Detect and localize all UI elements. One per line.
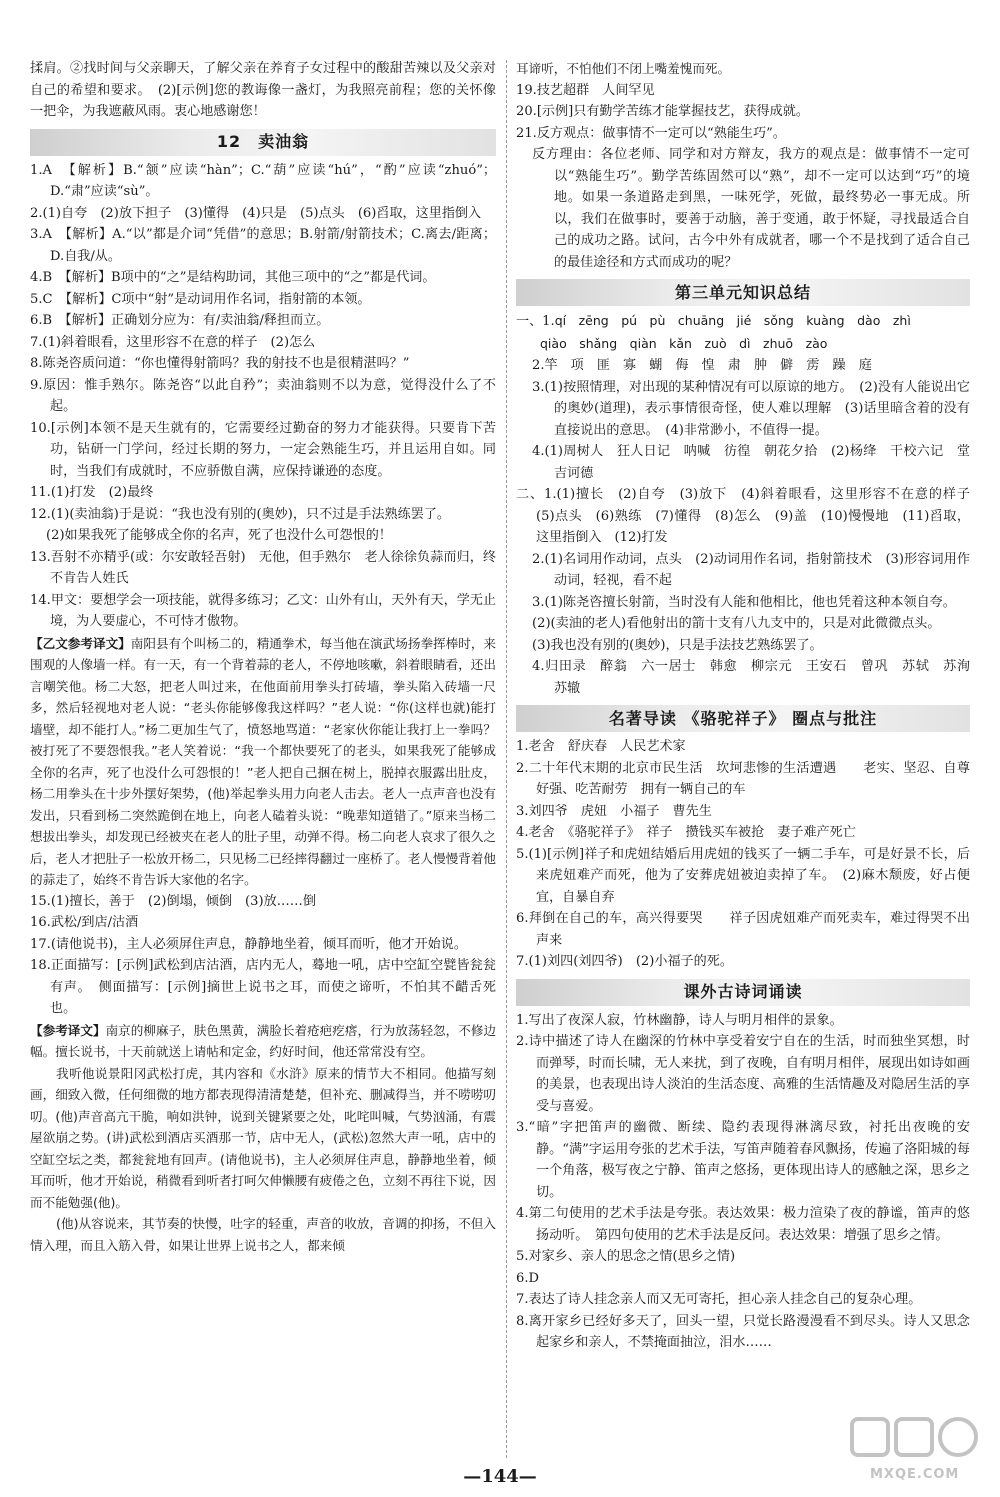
answer-item: 3.(1)按照情理，对出现的某种情况有可以原谅的地方。 (2)没有人能说出它的奥妙(道理)，表示事情很奇怪，使人难以理解 (3)话里暗含着的没有直接说出的意思。 (4)非常渺小，不值得一提。 xyxy=(532,379,970,438)
right-column xyxy=(516,58,984,1354)
section-header-poetry xyxy=(516,979,970,1006)
answer-item: 4.(1)周树人 狂人日记 呐喊 彷徨 朝花夕拾 (2)杨绛 干校六记 堂吉诃德 xyxy=(532,444,970,481)
answer-item: 2.二十年代末期的北京市民生活 坎坷悲惨的生活遭遇 老实、坚忍、自尊好强、吃苦耐劳 拥有一辆自己的车 xyxy=(516,760,970,797)
translation-text: 南阳县有个叫杨二的，精通拳术，每当他在演武场扬拳挥棒时，来围观的人像墙一样。有一天，有一个背着蒜的老人，不停地咳嗽，斜着眼睛看，还出言嘲笑他。杨二大怒，把老人叫过来，在他面前用拳头打砖墙，拳头陷入砖墙一尺多，然后轻视地对老人说：“老头你能够像我这样吗？”老人说：“你(这样也就)能打墙壁，却不能打人。”杨二更加生气了，愤怒地骂道：“老家伙你能让我打上一拳吗？被打死了不要怨恨我。”老人笑着说：“我一个都快要死了的老头，如果我死了能够成全你的名声，死了也没什么可怨恨的！”老人把自己捆在树上，脱掉衣服露出肚皮，杨二用拳头在十步外摆好架势，(他)举起拳头用力向老人击去。老人一点声音也没有发出，只看到杨二突然跪倒在地上，向老人磕着头说：“晚辈知道错了。”原来当杨二想拔出拳头，却发现已经被夹在老人的肚子里，动弹不得。杨二向老人哀求了很久之后，老人才把肚子一松放开杨二，只见杨二已经摔得翻过一座桥了。老人慢慢背着他的蒜走了，始终不肯告诉大家他的名字。 xyxy=(30,635,497,887)
answer-item: 4.归田录 醉翁 六一居士 韩愈 柳宗元 王安石 曾巩 苏轼 苏洵 苏辙 xyxy=(532,659,984,696)
answer-item: 4.B 【解析】B项中的“之”是结构助词，其他三项中的“之”都是代词。 xyxy=(30,270,436,285)
answer-item: 5.C 【解析】C项中“射”是动词用作名词，指射箭的本领。 xyxy=(30,291,371,307)
answer-item: 10.[示例]本领不是天生就有的，它需要经过勤奋的努力才能获得。只要肯下苦功，钻研一门学问，经过长期的努力，一定会熟能生巧，并且运用自如。同时，当我们有成就时，不应骄傲自满，应保持谦逊的态度。 xyxy=(30,420,496,479)
column-divider xyxy=(506,60,507,1458)
answer-item: 13.吾射不亦精乎(或：尔安敢轻吾射) 无他，但手熟尔 老人徐徐负蒜而归，终不肯告人姓氏 xyxy=(30,549,496,586)
pinyin-line xyxy=(516,333,970,356)
answer-item: 4.第二句使用的艺术手法是夸张。表达效果：极力渲染了夜的静谧，笛声的悠扬动听。 第四句使用的艺术手法是反问。表达效果：增强了思乡之情。 xyxy=(516,1206,970,1243)
answer-item: 19.技艺超群 人间罕见 xyxy=(516,82,655,98)
pinyin-line xyxy=(516,310,970,333)
answer-item: 4.老舍 《骆驼祥子》 祥子 攒钱买车被抢 妻子难产死亡 xyxy=(516,825,856,840)
answer-item: 1.A 【解析】B.“颔”应读“hàn”；C.“葫”应读“hú”，“酌”应读“zhuó”；D.“肃”应读“sù”。 xyxy=(30,162,496,199)
section-title: 第三单元知识总结 xyxy=(674,282,811,302)
answer-item: 20.[示例]只有勤学苦练才能掌握技艺，获得成就。 xyxy=(516,104,809,119)
answer-item: 6.D xyxy=(516,1270,539,1286)
answer-item: 14.甲文：要想学会一项技能，就得多练习；乙文：山外有山，天外有天，学无止境，为人要虚心，不可恃才傲物。 xyxy=(30,592,497,629)
answer-item: 7.表达了诗人挂念亲人而又无可寄托，担心亲人挂念自己的复杂心理。 xyxy=(516,1292,922,1307)
answer-item: 二、1.(1)擅长 (2)自夸 (3)放下 (4)斜着眼看，这里形容不在意的样子 (5)点头 (6)熟练 (7)懂得 (8)怎么 (9)盖 (10)慢慢地 (11)舀取，这里指倒入 (12)打发 xyxy=(516,487,984,545)
answer-item: 18.正面描写：[示例]武松到店沽酒，店内无人，蓦地一吼，店中空缸空甓皆瓮瓮有声。 侧面描写：[示例]摘世上说书之耳，而使之谛听，不怕其不齰舌死也。 xyxy=(30,958,496,1016)
watermark-logo xyxy=(842,1411,992,1491)
answer-subitem: (3)我也没有别的(奥妙)，只是手法技艺熟练罢了。 xyxy=(532,637,823,653)
answer-item: 6.B 【解析】正确划分应为：有/卖油翁/释担而立。 xyxy=(30,313,330,328)
answer-item: 8.离开家乡已经好多天了，回头一望，只觉长路漫漫看不到尽头。诗人又思念起家乡和亲人，不禁掩面抽泣，泪水…… xyxy=(516,1313,970,1350)
section-title: 课外古诗词诵读 xyxy=(683,982,803,1002)
pinyin-label: 一、1. xyxy=(516,314,555,329)
answer-item: 7.(1)刘四(刘四爷) (2)小福子的死。 xyxy=(516,954,733,969)
answer-subitem: 反方理由：各位老师、同学和对方辩友，我方的观点是：做事情不一定可以“熟能生巧”。勤学苦练固然可以“熟”，却不一定可以达到“巧”的境地。如果一条道路走到黑，一味死学，死做，最终势必一事无成。所以，我们在做事时，要善于动脑，善于变通，敢于怀疑，寻找最适合自己的成功之路。试问，古今中外有成就者，哪一个不是找到了适合自己的最佳途径和方式而成功的呢？ xyxy=(532,147,970,270)
pinyin-text: qí zēng pú pù chuāng jié sǒng kuàng dào zhì xyxy=(554,313,911,328)
answer-item: 2.(1)自夸 (2)放下担子 (3)懂得 (4)只是 (5)点头 (6)舀取，这里指倒入 xyxy=(30,205,482,221)
translation-paragraph: 我听他说景阳冈武松打虎，其内容和《水浒》原来的情节大不相同。他描写刻画，细致入微，任何细微的地方都表现得清清楚楚，但补充、删减得当，并不唠唠叨叨。(他)声音高亢干脆，响如洪钟，说到关键紧要之处，叱咤叫喊，气势汹涌，有震屋欲崩之势。(讲)武松到酒店买酒那一节，店中无人，(武松)忽然大声一吼，店中的空缸空坛之类，都瓮瓮地有回声。(请他说书)，主人必须屏住声息，静静地坐着，倾耳而听，他才开始说，稍微看到听者打呵欠伸懒腰有疲倦之色，立刻不再往下说，因而不能勉强(他)。 xyxy=(30,1065,496,1210)
answer-item: 16.武松/到店/沽酒 xyxy=(30,915,139,930)
section-header-unit-summary xyxy=(516,279,970,306)
answer-item: 2.(1)名词用作动词，点头 (2)动词用作名词，指射箭技术 (3)形容词用作动词，轻视，看不起 xyxy=(532,551,970,588)
answer-item: 5.(1)[示例]祥子和虎妞结婚后用虎妞的钱买了一辆二手车，可是好景不长，后来虎妞难产而死，他为了安葬虎妞被迫卖掉了车。 (2)麻木颓废，好占便宜，自暴自弃 xyxy=(516,846,970,905)
translation-label: 【参考译文】 xyxy=(30,1022,106,1038)
translation-continued: 耳谛听，不怕他们不闭上嘴羞愧而死。 xyxy=(516,61,731,76)
translation-label: 【乙文参考译文】 xyxy=(30,635,131,651)
section-title: 名著导读 《骆驼祥子》 圈点与批注 xyxy=(608,708,878,728)
answer-subitem: (2)(卖油的老人)看他射出的箭十支有八九支中的，只是对此微微点头。 xyxy=(532,616,941,631)
left-column xyxy=(30,58,496,1256)
answer-item: 2.竿 项 匪 寡 蝴 侮 惶 肃 肿 僻 雳 躁 庭 xyxy=(532,358,872,373)
pinyin-text: qiào shǎng qiàn kǎn zuò dì zhuō zào xyxy=(540,335,828,351)
answer-item: 15.(1)擅长，善于 (2)倒塌，倾倒 (3)放……倒 xyxy=(30,893,316,909)
answer-item: 8.陈尧咨质问道：“你也懂得射箭吗？我的射技不也是很精湛吗？” xyxy=(30,356,410,371)
answer-item: 3.A 【解析】A.“以”都是介词“凭借”的意思；B.射箭/射箭技术；C.离去/距离；D.自我/从。 xyxy=(30,227,496,264)
answer-item: 3.“暗”字把笛声的幽微、断续、隐约表现得淋漓尽致，衬托出夜晚的安静。“满”字运用夸张的艺术手法，写笛声随着春风飘扬，传遍了洛阳城的每一个角落，极写夜之宁静、笛声之悠扬，更体现出诗人的感触之深，思乡之切。 xyxy=(516,1120,970,1200)
answer-item: 1.写出了夜深人寂，竹林幽静，诗人与明月相伴的景象。 xyxy=(516,1012,843,1028)
section-header-lesson-12 xyxy=(30,129,496,156)
watermark-text: MXQE.COM xyxy=(870,1467,960,1482)
section-title: 12 卖油翁 xyxy=(216,132,310,152)
answer-item: 7.(1)斜着眼看，这里形容不在意的样子 (2)怎么 xyxy=(30,334,316,350)
answer-item: 3.刘四爷 虎妞 小福子 曹先生 xyxy=(516,803,712,819)
translation-block xyxy=(30,633,496,891)
answer-item: 5.对家乡、亲人的思念之情(思乡之情) xyxy=(516,1249,736,1264)
answer-item: 1.老舍 舒庆春 人民艺术家 xyxy=(516,739,686,754)
answer-item: 17.(请他说书)，主人必须屏住声息，静静地坐着，倾耳而听，他才开始说。 xyxy=(30,936,467,952)
translation-paragraph: (他)从容说来，其节奏的快慢，吐字的轻重，声音的收放，音调的抑扬，不但入情入理，而且入筋入骨，如果让世界上说书之人，都来倾 xyxy=(30,1216,496,1253)
section-header-classic-reading xyxy=(516,705,970,732)
answer-item: 2.诗中描述了诗人在幽深的竹林中享受着安宁自在的生活，时而独坐冥想，时而弹琴，时而长啸，无人来扰，到了夜晚，自有明月相伴，展现出如诗如画的美景，也表现出诗人淡泊的生活态度、高雅的生活情趣及对隐居生活的享受与喜爱。 xyxy=(516,1034,970,1114)
answer-item: 11.(1)打发 (2)最终 xyxy=(30,485,154,500)
answer-item: 6.拜倒在自己的车，高兴得要哭 祥子因虎妞难产而死卖车，难过得哭不出声来 xyxy=(516,911,970,948)
answer-subitem: (2)如果我死了能够成全你的名声，死了也没什么可怨恨的！ xyxy=(46,528,392,543)
answer-item: 21.反方观点：做事情不一定可以“熟能生巧”。 xyxy=(516,125,786,141)
answer-item: 3.(1)陈尧咨擅长射箭，当时没有人能和他相比，他也凭着这种本领自夸。 xyxy=(532,594,956,610)
answer-item: 9.原因：惟手熟尔。陈尧咨“以此自矜”；卖油翁则不以为意，觉得没什么了不起。 xyxy=(30,377,496,414)
translation-block xyxy=(30,1020,496,1063)
translation-text: 南京的柳麻子，肤色黑黄，满脸长着疮疤疙瘩，行为放荡轻忽，不修边幅。擅长说书，十天前就送上请帖和定金，约好时间，他还常常没有空。 xyxy=(30,1022,497,1059)
page-number: —144— xyxy=(463,1466,537,1487)
answer-item: 12.(1)(卖油翁)于是说：“我也没有别的(奥妙)，只不过是手法熟练罢了。 xyxy=(30,506,451,522)
continued-answer: 揉肩。②找时间与父亲聊天，了解父亲在养育子女过程中的酸甜苦辣以及父亲对自己的希望和要求。 (2)[示例]您的教诲像一盏灯，为我照亮前程；您的关怀像一把伞，为我遮蔽风雨。衷心地感谢您！ xyxy=(30,61,496,119)
